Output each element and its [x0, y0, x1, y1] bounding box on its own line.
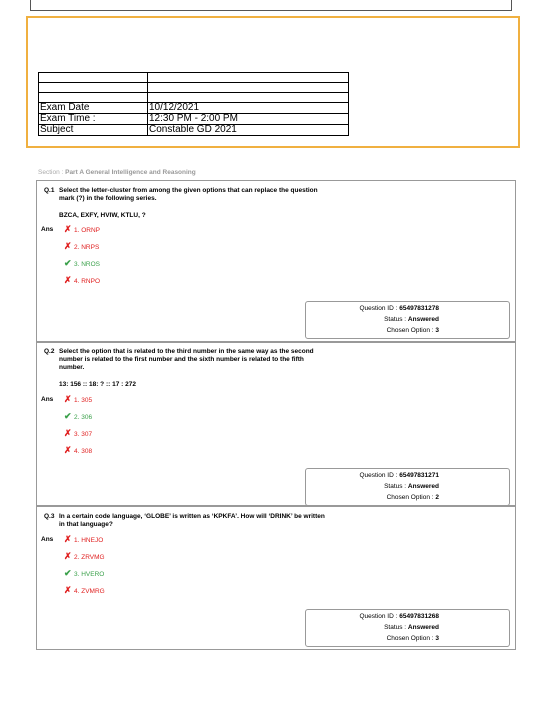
cross-icon: ✗ — [64, 428, 72, 438]
subject-value: Constable GD 2021 — [148, 125, 349, 136]
ans-label: Ans — [41, 226, 54, 233]
section-title: Section : Part A General Intelligence and Reasoning — [38, 169, 196, 176]
exam-info-table — [38, 72, 349, 136]
check-icon: ✔ — [64, 568, 72, 578]
question-text: Q.1 Select the letter-cluster from among the given options that can replace the question mark (?) in the following series. — [44, 187, 318, 202]
table-row — [39, 83, 349, 93]
chosen-option-line: Chosen Option : 3 — [386, 327, 439, 334]
question-card-3 — [36, 506, 516, 650]
exam-date-value: 10/12/2021 — [148, 103, 349, 114]
question-id-line: Question ID : 65497831278 — [359, 305, 439, 312]
status-line: Status : Answered — [384, 483, 439, 490]
table-row — [39, 73, 349, 83]
cross-icon: ✗ — [64, 275, 72, 285]
cross-icon: ✗ — [64, 241, 72, 251]
cross-icon: ✗ — [64, 585, 72, 595]
cross-icon: ✗ — [64, 551, 72, 561]
cross-icon: ✗ — [64, 224, 72, 234]
question-status-box — [305, 609, 510, 647]
option-3: ✔ 3. NROS — [64, 258, 101, 268]
cross-icon: ✗ — [64, 445, 72, 455]
status-line: Status : Answered — [384, 316, 439, 323]
option-4: ✗ 4. ZVMRG — [64, 585, 105, 595]
option-2: ✗ 2. ZRVMG — [64, 551, 105, 561]
option-3: ✗ 3. 307 — [64, 428, 93, 438]
ans-label: Ans — [41, 536, 54, 543]
table-row — [39, 125, 349, 136]
option-4: ✗ 4. 308 — [64, 445, 93, 455]
question-text: Q.2 Select the option that is related to the third number in the same way as the second number is related to the first number and the sixth number is related to the fifth number. — [44, 348, 314, 371]
cross-icon: ✗ — [64, 394, 72, 404]
option-2: ✔ 2. 306 — [64, 411, 93, 421]
option-1: ✗ 1. HNEJO — [64, 534, 104, 544]
exam-date-label: Exam Date — [39, 103, 148, 114]
exam-header — [26, 16, 520, 148]
check-icon: ✔ — [64, 411, 72, 421]
option-3: ✔ 3. HVERO — [64, 568, 105, 578]
chosen-option-line: Chosen Option : 3 — [386, 635, 439, 642]
option-2: ✗ 2. NRPS — [64, 241, 100, 251]
question-id-line: Question ID : 65497831268 — [359, 613, 439, 620]
subject-label: Subject — [39, 125, 148, 136]
check-icon: ✔ — [64, 258, 72, 268]
question-id-line: Question ID : 65497831271 — [359, 472, 439, 479]
option-1: ✗ 1. 305 — [64, 394, 93, 404]
option-1: ✗ 1. ORNP — [64, 224, 101, 234]
ans-label: Ans — [41, 396, 54, 403]
question-status-box — [305, 301, 510, 339]
question-card-1 — [36, 180, 516, 342]
table-row — [39, 103, 349, 114]
status-line: Status : Answered — [384, 624, 439, 631]
table-row — [39, 114, 349, 125]
question-series: 13: 156 :: 18: ? :: 17 : 272 — [59, 381, 136, 388]
question-text: Q.3 In a certain code language, ‘GLOBE’ is written as ‘KPKFA’. How will ‘DRINK’ be written in that language? — [44, 513, 325, 528]
question-series: BZCA, EXFY, HVIW, KTLU, ? — [59, 212, 146, 219]
question-status-box — [305, 468, 510, 506]
previous-page-box — [30, 0, 512, 11]
question-card-2 — [36, 342, 516, 506]
chosen-option-line: Chosen Option : 2 — [386, 494, 439, 501]
exam-time-value: 12:30 PM - 2:00 PM — [148, 114, 349, 125]
cross-icon: ✗ — [64, 534, 72, 544]
option-4: ✗ 4. RNPO — [64, 275, 101, 285]
exam-time-label: Exam Time : — [39, 114, 148, 125]
table-row — [39, 93, 349, 103]
